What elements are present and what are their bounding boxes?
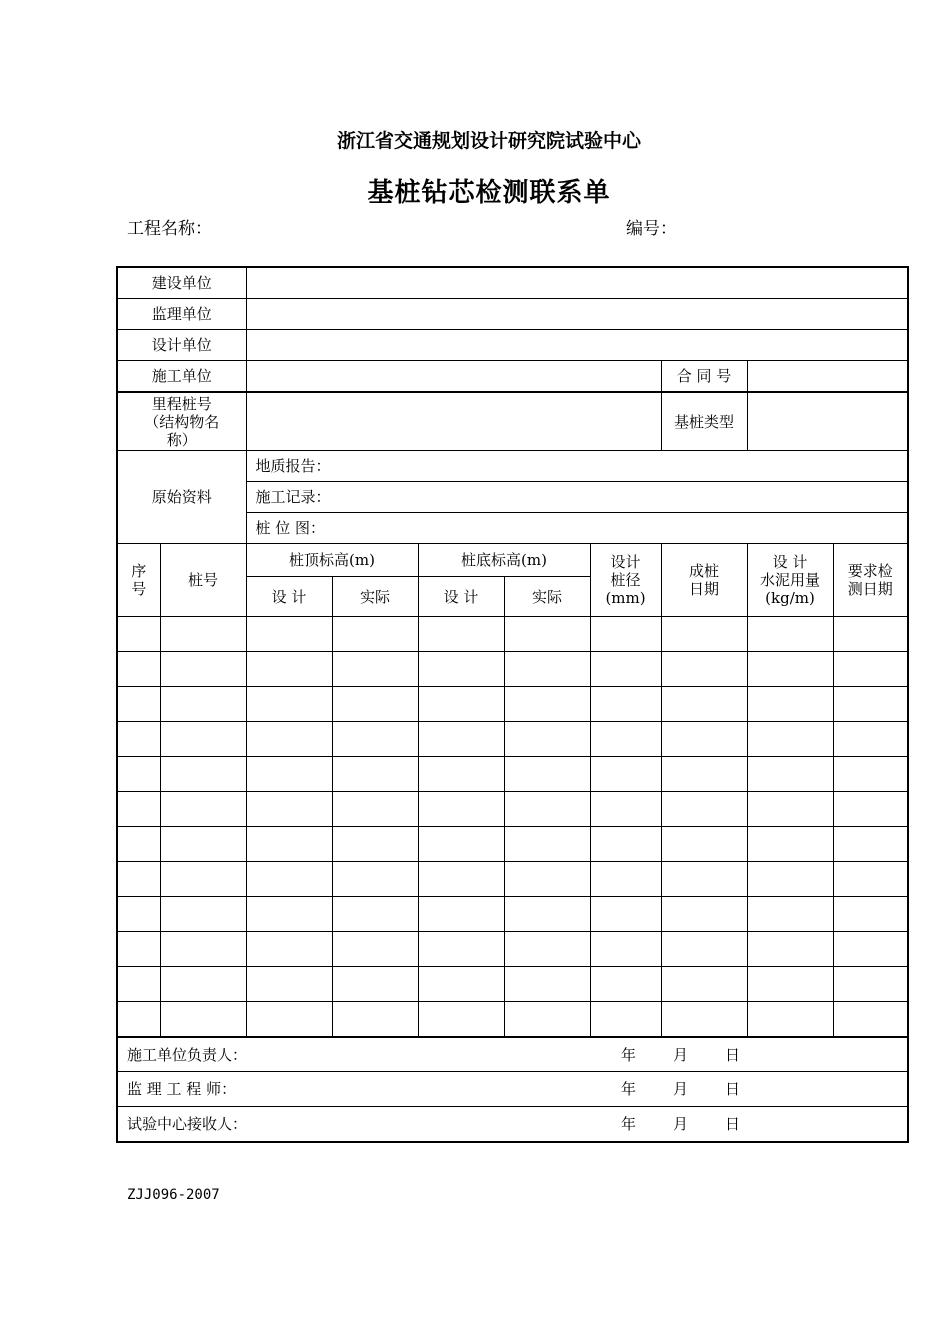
table-cell[interactable] [160, 687, 246, 722]
table-cell[interactable] [332, 617, 418, 652]
top-elev-header: 桩顶标高(m) [246, 544, 418, 577]
table-cell[interactable] [117, 722, 160, 757]
pile-map-field[interactable]: 桩 位 图： [246, 513, 908, 544]
table-cell[interactable] [160, 827, 246, 862]
pile-type-field[interactable] [747, 392, 908, 451]
table-row [117, 1002, 908, 1038]
table-cell[interactable] [246, 652, 332, 687]
table-cell[interactable] [246, 757, 332, 792]
supervise-unit-field[interactable] [246, 299, 908, 330]
org-name: 浙江省交通规划设计研究院试验中心 [336, 130, 641, 152]
table-cell[interactable] [160, 932, 246, 967]
table-cell[interactable] [332, 897, 418, 932]
table-cell[interactable] [246, 932, 332, 967]
diameter-header [590, 544, 661, 617]
table-cell[interactable] [833, 792, 908, 827]
table-cell[interactable] [504, 932, 590, 967]
table-cell[interactable] [332, 1002, 418, 1038]
build-unit-field[interactable] [246, 267, 908, 299]
table-cell[interactable] [160, 617, 246, 652]
receiver-row[interactable] [117, 1107, 908, 1143]
table-cell[interactable] [590, 1002, 661, 1038]
diameter-header-line1: 设计 [610, 553, 641, 571]
design-unit-label: 设计单位 [117, 330, 246, 361]
table-cell[interactable] [504, 617, 590, 652]
table-cell[interactable] [160, 967, 246, 1002]
table-cell[interactable] [160, 1002, 246, 1038]
pile-date-header-line2: 日期 [689, 580, 720, 598]
table-cell[interactable] [590, 757, 661, 792]
table-cell[interactable] [246, 687, 332, 722]
table-cell[interactable] [661, 897, 747, 932]
table-row [117, 617, 908, 652]
table-cell[interactable] [833, 932, 908, 967]
table-cell[interactable] [747, 652, 833, 687]
table-cell[interactable] [117, 652, 160, 687]
table-row [117, 757, 908, 792]
diameter-header-line2: 桩径 [610, 571, 641, 589]
form-code: ZJJ096-2007 [127, 1187, 220, 1203]
geo-report-field[interactable]: 地质报告： [246, 451, 908, 482]
table-row [117, 897, 908, 932]
table-cell[interactable] [246, 897, 332, 932]
table-cell[interactable] [418, 652, 504, 687]
cement-header-line2: 水泥用量 [760, 571, 821, 589]
construct-lead-label: 施工单位负责人： [127, 1045, 248, 1064]
table-cell[interactable] [661, 687, 747, 722]
table-cell[interactable] [504, 687, 590, 722]
table-cell[interactable] [418, 792, 504, 827]
table-cell[interactable] [418, 687, 504, 722]
table-cell[interactable] [117, 932, 160, 967]
construct-record-field[interactable]: 施工记录： [246, 482, 908, 513]
data-rows [117, 617, 908, 1038]
mileage-label-line3: 称） [166, 430, 197, 449]
design-unit-field[interactable] [246, 330, 908, 361]
table-cell[interactable] [661, 932, 747, 967]
mileage-label-line1: 里程桩号 [151, 394, 212, 413]
pile-type-label: 基桩类型 [661, 392, 747, 451]
supervisor-row[interactable] [117, 1072, 908, 1107]
day-label: 日 [725, 1080, 741, 1098]
day-label: 日 [725, 1115, 741, 1133]
table-row [117, 932, 908, 967]
year-label: 年 [621, 1045, 637, 1064]
table-cell[interactable] [504, 1002, 590, 1038]
table-cell[interactable] [833, 862, 908, 897]
year-label: 年 [621, 1115, 637, 1133]
table-cell[interactable] [747, 757, 833, 792]
contract-no-field[interactable] [747, 361, 908, 393]
table-cell[interactable] [661, 652, 747, 687]
table-cell[interactable] [160, 722, 246, 757]
table-cell[interactable] [418, 967, 504, 1002]
form-title: 基桩钻芯检测联系单 [367, 178, 611, 208]
raw-data-label: 原始资料 [117, 451, 246, 544]
supervisor-label: 监 理 工 程 师： [127, 1080, 237, 1098]
pile-no-header: 桩号 [160, 544, 246, 617]
table-cell[interactable] [246, 617, 332, 652]
table-cell[interactable] [504, 722, 590, 757]
table-cell[interactable] [833, 652, 908, 687]
table-cell[interactable] [833, 722, 908, 757]
table-cell[interactable] [747, 722, 833, 757]
month-label: 月 [673, 1045, 689, 1064]
table-cell[interactable] [504, 967, 590, 1002]
table-cell[interactable] [833, 827, 908, 862]
table-cell[interactable] [661, 792, 747, 827]
table-cell[interactable] [117, 862, 160, 897]
req-date-header-line2: 测日期 [847, 580, 893, 598]
table-cell[interactable] [418, 757, 504, 792]
table-cell[interactable] [504, 862, 590, 897]
table-row [117, 652, 908, 687]
table-cell[interactable] [160, 757, 246, 792]
table-cell[interactable] [833, 897, 908, 932]
table-cell[interactable] [661, 757, 747, 792]
req-date-header-line1: 要求检 [847, 562, 893, 580]
table-cell[interactable] [504, 792, 590, 827]
table-cell[interactable] [117, 897, 160, 932]
table-row [117, 827, 908, 862]
mileage-label [117, 392, 246, 451]
bottom-elev-actual-header: 实际 [504, 577, 590, 617]
table-cell[interactable] [117, 687, 160, 722]
construct-unit-field[interactable] [246, 361, 661, 393]
pile-date-header-line1: 成桩 [689, 562, 720, 580]
table-cell[interactable] [160, 897, 246, 932]
table-cell[interactable] [590, 617, 661, 652]
table-cell[interactable] [590, 967, 661, 1002]
table-cell[interactable] [332, 757, 418, 792]
table-cell[interactable] [246, 1002, 332, 1038]
table-cell[interactable] [747, 1002, 833, 1038]
table-cell[interactable] [590, 652, 661, 687]
table-cell[interactable] [504, 827, 590, 862]
mileage-label-line2: （结构物名 [144, 412, 220, 431]
table-cell[interactable] [590, 932, 661, 967]
table-cell[interactable] [833, 967, 908, 1002]
table-cell[interactable] [747, 932, 833, 967]
table-row [117, 722, 908, 757]
table-row [117, 862, 908, 897]
table-cell[interactable] [117, 827, 160, 862]
table-row [117, 792, 908, 827]
bottom-elev-design-header: 设 计 [418, 577, 504, 617]
table-cell[interactable] [117, 757, 160, 792]
supervise-unit-label: 监理单位 [117, 299, 246, 330]
table-cell[interactable] [332, 687, 418, 722]
table-cell[interactable] [117, 617, 160, 652]
project-name-label: 工程名称： [127, 219, 212, 239]
table-cell[interactable] [661, 862, 747, 897]
table-cell[interactable] [504, 757, 590, 792]
year-label: 年 [621, 1080, 637, 1098]
table-cell[interactable] [504, 897, 590, 932]
table-cell[interactable] [833, 617, 908, 652]
diameter-header-line3: (mm) [605, 589, 646, 607]
table-cell[interactable] [747, 967, 833, 1002]
seq-header-line1: 序 [131, 562, 147, 580]
top-elev-design-header: 设 计 [246, 577, 332, 617]
seq-header-line2: 号 [131, 580, 147, 598]
bottom-elev-header: 桩底标高(m) [418, 544, 590, 577]
table-cell[interactable] [332, 862, 418, 897]
pile-date-header [661, 544, 747, 617]
contract-no-label: 合 同 号 [661, 361, 747, 393]
table-cell[interactable] [117, 967, 160, 1002]
table-cell[interactable] [332, 722, 418, 757]
table-cell[interactable] [661, 827, 747, 862]
table-cell[interactable] [332, 932, 418, 967]
table-cell[interactable] [747, 862, 833, 897]
table-cell[interactable] [661, 1002, 747, 1038]
table-cell[interactable] [418, 617, 504, 652]
req-date-header [833, 544, 908, 617]
table-cell[interactable] [246, 967, 332, 1002]
top-elev-actual-header: 实际 [332, 577, 418, 617]
table-cell[interactable] [332, 967, 418, 1002]
table-cell[interactable] [747, 792, 833, 827]
table-cell[interactable] [747, 687, 833, 722]
receiver-label: 试验中心接收人： [127, 1115, 248, 1133]
build-unit-label: 建设单位 [117, 267, 246, 299]
table-cell[interactable] [747, 617, 833, 652]
table-row [117, 687, 908, 722]
table-cell[interactable] [332, 652, 418, 687]
table-cell[interactable] [418, 862, 504, 897]
table-cell[interactable] [661, 967, 747, 1002]
table-cell[interactable] [117, 792, 160, 827]
table-cell[interactable] [504, 652, 590, 687]
table-cell[interactable] [590, 897, 661, 932]
mileage-field[interactable] [246, 392, 661, 451]
table-cell[interactable] [661, 617, 747, 652]
table-cell[interactable] [418, 932, 504, 967]
table-cell[interactable] [833, 1002, 908, 1038]
day-label: 日 [725, 1045, 741, 1064]
table-cell[interactable] [418, 827, 504, 862]
table-cell[interactable] [160, 652, 246, 687]
table-cell[interactable] [590, 687, 661, 722]
number-label: 编号： [626, 219, 677, 239]
table-cell[interactable] [590, 827, 661, 862]
construct-unit-label: 施工单位 [117, 361, 246, 393]
month-label: 月 [673, 1080, 689, 1098]
table-cell[interactable] [246, 862, 332, 897]
table-cell[interactable] [418, 1002, 504, 1038]
table-row [117, 967, 908, 1002]
table-cell[interactable] [661, 722, 747, 757]
table-cell[interactable] [590, 722, 661, 757]
table-cell[interactable] [117, 1002, 160, 1038]
contact-form-table [116, 266, 909, 1143]
month-label: 月 [673, 1115, 689, 1133]
table-cell[interactable] [590, 862, 661, 897]
table-cell[interactable] [246, 792, 332, 827]
table-cell[interactable] [332, 827, 418, 862]
table-cell[interactable] [747, 897, 833, 932]
table-cell[interactable] [160, 792, 246, 827]
cement-header-line3: (kg/m) [765, 589, 815, 607]
cement-header-line1: 设 计 [772, 553, 808, 571]
table-cell[interactable] [246, 827, 332, 862]
table-cell[interactable] [833, 757, 908, 792]
cement-header [747, 544, 833, 617]
table-cell[interactable] [160, 862, 246, 897]
table-cell[interactable] [833, 687, 908, 722]
table-cell[interactable] [590, 792, 661, 827]
seq-header [117, 544, 160, 617]
table-cell[interactable] [418, 722, 504, 757]
construct-lead-row[interactable] [117, 1037, 908, 1072]
table-cell[interactable] [418, 897, 504, 932]
table-cell[interactable] [747, 827, 833, 862]
table-cell[interactable] [332, 792, 418, 827]
table-cell[interactable] [246, 722, 332, 757]
